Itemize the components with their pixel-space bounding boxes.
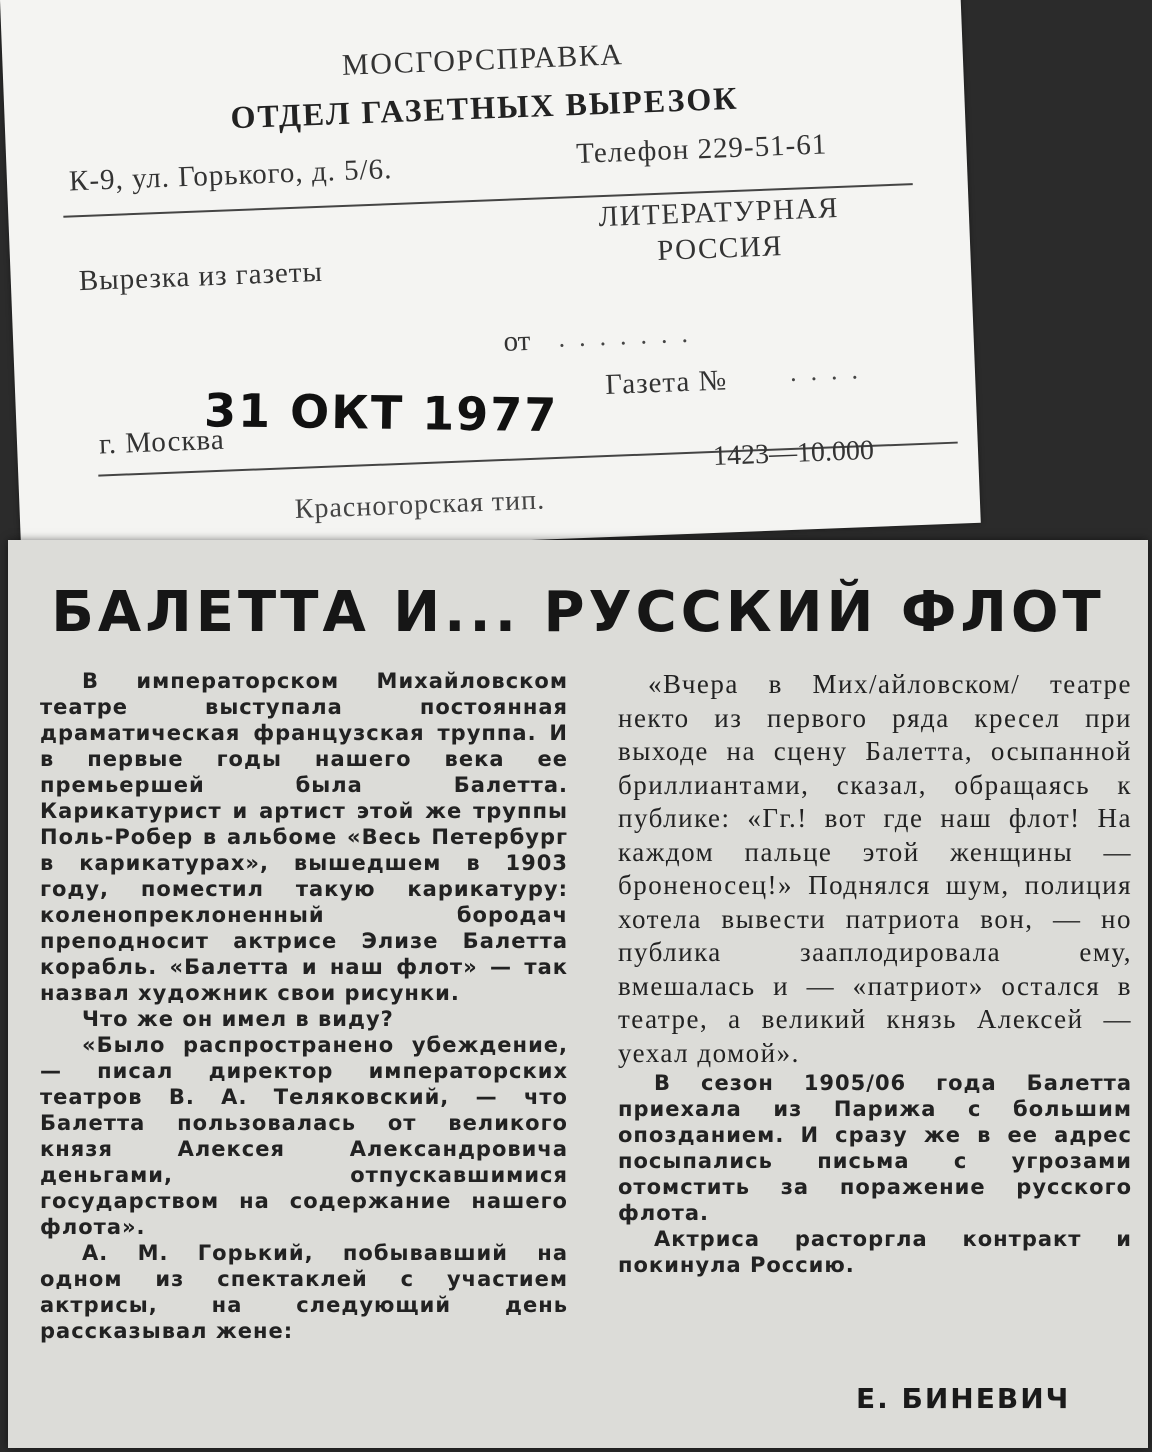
- article-author: Е. БИНЕВИЧ: [856, 1382, 1071, 1415]
- issue-fill-dots: ....: [789, 354, 873, 387]
- issue-label: Газета №: [604, 364, 728, 402]
- article-paragraph: Что же он имел в виду?: [82, 1007, 394, 1031]
- article-paragraph: В сезон 1905/06 года Балетта приехала из Парижа с большим опозданием. И сразу же в ее адрес посыпались письма с угрозами отомстить за поражение русского флота.: [618, 1071, 1132, 1225]
- newspaper-clipping: [8, 540, 1148, 1448]
- printer-name: Красногорская тип.: [294, 484, 546, 526]
- clipping-service-slip: [0, 0, 981, 560]
- article-headline: БАЛЕТТА И... РУССКИЙ ФЛОТ: [51, 580, 1105, 645]
- article-paragraph: В императорском Михайловском театре выступала постоянная драматическая французская труппа. И в первые годы нашего века ее премьершей была Балетта. Карикатурист и артист этой же труппы Поль-Робер в альбоме «Весь Петербург в карикатурах», вышедшем в 1903 году, поместил такую карикатуру: коленопреклоненный бородач преподносит актрисе Элизе Балетта корабль. «Балетта и наш флот» — так назвал художник свои рисунки.: [40, 669, 568, 1005]
- newspaper-name-line1: ЛИТЕРАТУРНАЯ: [597, 191, 840, 234]
- date-stamp: 31 ОКТ 1977: [203, 383, 559, 443]
- phone-number: Телефон 229-51-61: [575, 128, 828, 170]
- gorky-quote: «Вчера в Мих/айловском/ театре некто из первого ряда кресел при выходе на сцену Балетта, осыпанной бриллиантами, сказал, обращаясь к публике: «Гг.! вот где наш флот! На каждом пальце этой женщины — броненосец!» Поднялся шум, полиция хотела вывести патриота вон, — но публика зааплодировала ему, вмешалась и — «патриот» остался в театре, а великий князь Алексей — уехал домой».: [618, 669, 1132, 1068]
- organization-name: МОСГОРСПРАВКА: [341, 38, 624, 82]
- article-left-column: [40, 668, 568, 1344]
- print-run: 1423—10.000: [712, 434, 875, 472]
- article-paragraph: «Было распространено убеждение, — писал директор императорских театров В. А. Теляковский, — что Балетта пользовалась от великого князя Алексея Александровича деньгами, отпускавшимися государством на содержание нашего флота».: [40, 1033, 568, 1239]
- article-paragraph: А. М. Горький, побывавший на одном из спектаклей с участием актрисы, на следующий день рассказывал жене:: [40, 1241, 568, 1343]
- address: К-9, ул. Горького, д. 5/6.: [68, 153, 393, 198]
- article-right-column: [618, 668, 1132, 1278]
- article-paragraph: Актриса расторгла контракт и покинула Россию.: [618, 1227, 1132, 1277]
- newspaper-name: [548, 188, 891, 273]
- newspaper-name-line2: РОССИЯ: [656, 230, 784, 267]
- cutting-label: Вырезка из газеты: [78, 255, 324, 298]
- from-label: от: [502, 324, 531, 358]
- date-fill-dots: .......: [557, 318, 703, 353]
- department-name: ОТДЕЛ ГАЗЕТНЫХ ВЫРЕЗОК: [229, 79, 740, 136]
- city-label: г. Москва: [98, 423, 226, 461]
